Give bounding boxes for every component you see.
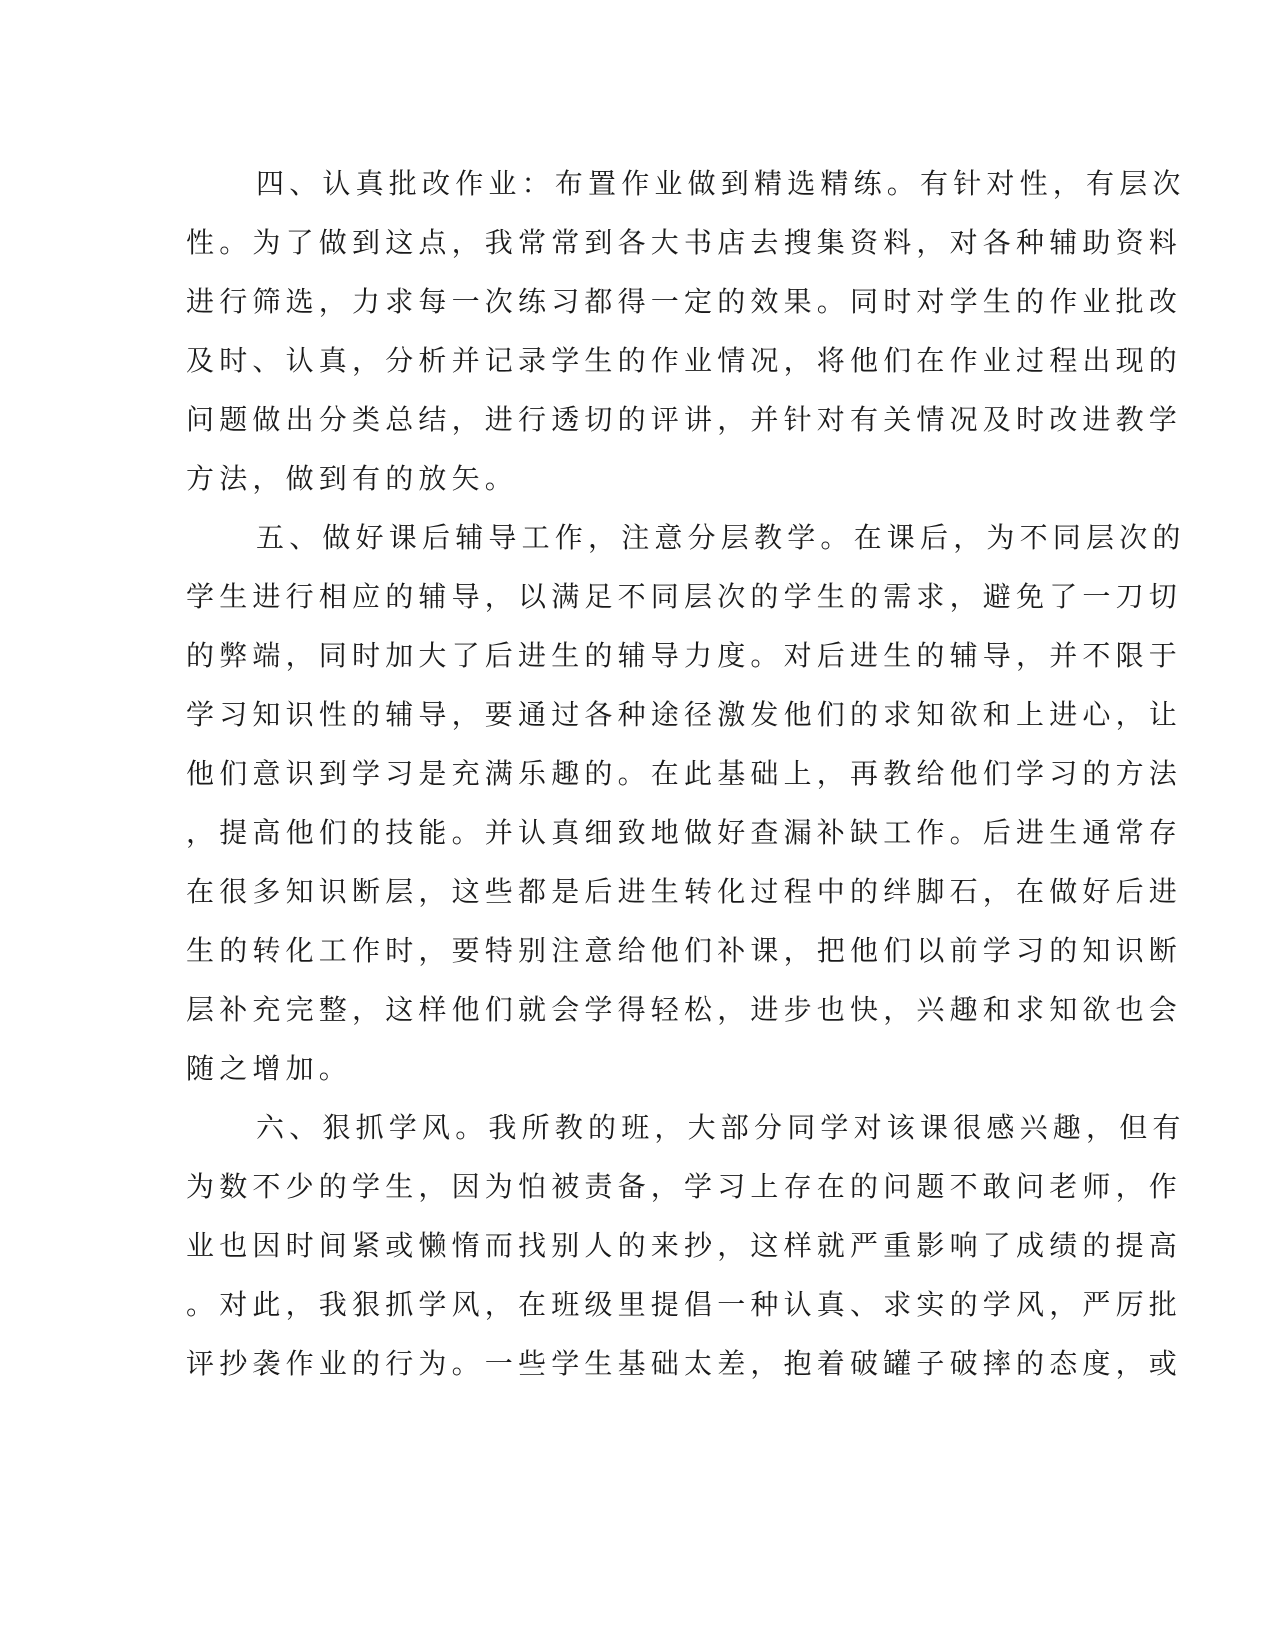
text-line: 为数不少的学生，因为怕被责备，学习上存在的问题不敢问老师，作: [186, 1170, 1183, 1203]
text-line: 学生进行相应的辅导，以满足不同层次的学生的需求，避免了一刀切: [186, 580, 1183, 613]
text-line: 业也因时间紧或懒惰而找别人的来抄，这样就严重影响了成绩的提高: [186, 1229, 1183, 1262]
text-line: 六、狠抓学风。我所教的班，大部分同学对该课很感兴趣，但有: [256, 1111, 1186, 1144]
text-line: 五、做好课后辅导工作，注意分层教学。在课后，为不同层次的: [256, 521, 1186, 554]
text-line: 评抄袭作业的行为。一些学生基础太差，抱着破罐子破摔的态度，或: [186, 1347, 1183, 1380]
text-line: 层补充完整，这样他们就会学得轻松，进步也快，兴趣和求知欲也会: [186, 993, 1183, 1026]
text-line: ，提高他们的技能。并认真细致地做好查漏补缺工作。后进生通常存: [186, 816, 1183, 849]
text-line: 及时、认真，分析并记录学生的作业情况，将他们在作业过程出现的: [186, 344, 1183, 377]
text-line: 四、认真批改作业：布置作业做到精选精练。有针对性，有层次: [256, 167, 1186, 200]
text-line: 。对此，我狠抓学风，在班级里提倡一种认真、求实的学风，严厉批: [186, 1288, 1183, 1321]
text-line: 的弊端，同时加大了后进生的辅导力度。对后进生的辅导，并不限于: [186, 639, 1183, 672]
text-line: 进行筛选，力求每一次练习都得一定的效果。同时对学生的作业批改: [186, 285, 1183, 318]
text-line: 性。为了做到这点，我常常到各大书店去搜集资料，对各种辅助资料: [186, 226, 1183, 259]
text-line: 生的转化工作时，要特别注意给他们补课，把他们以前学习的知识断: [186, 934, 1183, 967]
text-line: 随之增加。: [186, 1052, 353, 1085]
body-text: [186, 154, 1186, 1393]
text-line: 他们意识到学习是充满乐趣的。在此基础上，再教给他们学习的方法: [186, 757, 1183, 790]
text-line: 在很多知识断层，这些都是后进生转化过程中的绊脚石，在做好后进: [186, 875, 1183, 908]
text-line: 学习知识性的辅导，要通过各种途径激发他们的求知欲和上进心，让: [186, 698, 1183, 731]
text-line: 问题做出分类总结，进行透切的评讲，并针对有关情况及时改进教学: [186, 403, 1183, 436]
text-line: 方法，做到有的放矢。: [186, 462, 519, 495]
